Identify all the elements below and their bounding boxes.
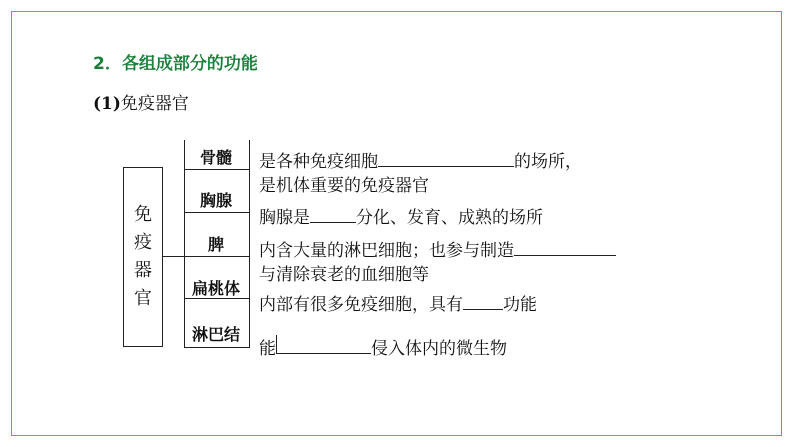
subtitle bbox=[93, 89, 189, 114]
category-char: 疫 bbox=[134, 232, 152, 253]
description-line: 胸腺是 分化、发育、成熟的场所 bbox=[259, 203, 543, 228]
fill-blank bbox=[276, 335, 371, 354]
description-line: 是各种免疫细胞 的场所， bbox=[259, 147, 582, 172]
section-title: 2．各组成部分的功能 bbox=[93, 54, 258, 74]
subtitle-text: 免疫器官 bbox=[120, 94, 189, 114]
bracket-divider bbox=[184, 212, 250, 213]
connector-horizontal bbox=[163, 256, 184, 257]
fill-blank bbox=[463, 291, 503, 310]
bracket-divider bbox=[184, 347, 250, 348]
organ-label-thymus: 胸腺 bbox=[199, 191, 232, 210]
fill-blank bbox=[310, 204, 356, 223]
subtitle-number: (1) bbox=[93, 94, 121, 114]
category-char: 器 bbox=[134, 260, 152, 281]
bracket-spine-right bbox=[249, 140, 250, 347]
organ-label-spleen: 脾 bbox=[207, 235, 224, 254]
organ-label-tonsil: 扁桃体 bbox=[191, 279, 240, 298]
organ-label-lymph-node: 淋巴结 bbox=[191, 325, 240, 344]
description-line: 能 侵入体内的微生物 bbox=[259, 334, 507, 359]
description-line: 内含大量的淋巴细胞；也参与制造 bbox=[259, 236, 616, 261]
description-line: 内部有很多免疫细胞，具有 功能 bbox=[259, 290, 537, 315]
description-line: 与清除衰老的血细胞等 bbox=[259, 265, 429, 285]
bracket-divider bbox=[184, 169, 250, 170]
description-line: 是机体重要的免疫器官 bbox=[259, 176, 429, 196]
category-char: 官 bbox=[134, 288, 152, 309]
fill-blank bbox=[378, 148, 514, 167]
category-char: 免 bbox=[134, 204, 152, 225]
bracket-divider bbox=[184, 256, 250, 257]
organ-label-bone-marrow: 骨髓 bbox=[199, 148, 232, 167]
category-box bbox=[123, 167, 163, 347]
fill-blank bbox=[514, 237, 616, 256]
